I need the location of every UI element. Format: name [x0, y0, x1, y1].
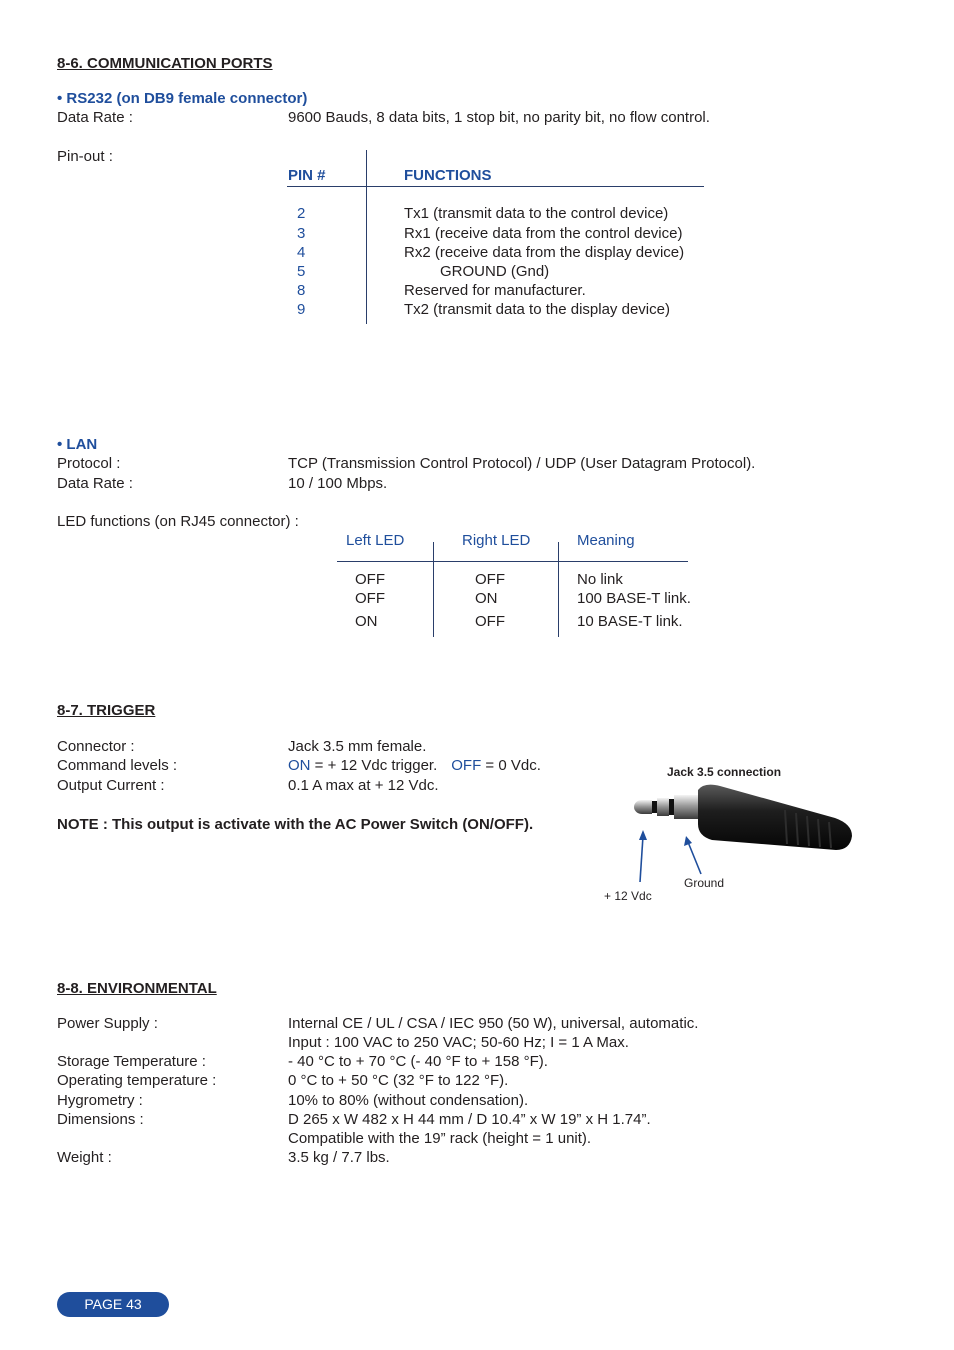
pin-number: 5	[297, 263, 306, 280]
pin-column-header: PIN #	[288, 167, 326, 184]
pin-number: 8	[297, 282, 306, 299]
left-led-column-header: Left LED	[346, 532, 405, 549]
on-description: = + 12 Vdc trigger.	[310, 757, 438, 774]
connector-value: Jack 3.5 mm female.	[288, 738, 427, 755]
lan-protocol-value: TCP (Transmission Control Protocol) / UDP (User Datagram Protocol).	[288, 455, 756, 472]
rs232-data-rate-value: 9600 Bauds, 8 data bits, 1 stop bit, no parity bit, no flow control.	[288, 109, 710, 126]
ground-arrow	[688, 842, 701, 874]
section-heading-environmental: 8-8. ENVIRONMENTAL	[57, 980, 217, 997]
pin-table-divider	[366, 150, 367, 324]
lan-protocol-label: Protocol :	[57, 455, 121, 472]
led-functions-label: LED functions (on RJ45 connector) :	[57, 513, 299, 530]
output-current-label: Output Current :	[57, 777, 165, 794]
led-meaning-value: 10 BASE-T link.	[577, 613, 683, 630]
on-keyword: ON	[288, 757, 311, 774]
pin-function: Tx1 (transmit data to the control device)	[404, 205, 669, 222]
lan-title: • LAN	[57, 436, 98, 453]
env-value: 0 °C to + 50 °C (32 °F to 122 °F).	[288, 1072, 509, 1089]
vdc-label: + 12 Vdc	[604, 889, 652, 903]
led-right-value: ON	[475, 590, 498, 607]
meaning-column-header: Meaning	[577, 532, 635, 549]
pinout-label: Pin-out :	[57, 148, 113, 165]
env-value: D 265 x W 482 x H 44 mm / D 10.4” x W 19” x H 1.74”.	[288, 1111, 651, 1128]
env-value: Internal CE / UL / CSA / IEC 950 (50 W), universal, automatic.	[288, 1015, 699, 1032]
led-table-divider-1	[433, 542, 434, 637]
functions-column-header: FUNCTIONS	[404, 167, 492, 184]
env-value: Compatible with the 19” rack (height = 1 unit).	[288, 1130, 592, 1147]
page-number-badge: PAGE 43	[57, 1292, 169, 1317]
rs232-title: • RS232 (on DB9 female connector)	[57, 90, 308, 107]
env-label: Storage Temperature :	[57, 1053, 206, 1070]
pin-number: 4	[297, 244, 306, 261]
pin-function: Reserved for manufacturer.	[404, 282, 586, 299]
ground-label: Ground	[684, 876, 725, 890]
jack-connector-illustration	[600, 780, 860, 890]
env-value: Input : 100 VAC to 250 VAC; 50-60 Hz; I = 1 A Max.	[288, 1034, 629, 1051]
off-description: = 0 Vdc.	[481, 757, 541, 774]
env-value: 3.5 kg / 7.7 lbs.	[288, 1149, 390, 1166]
pin-function: Tx2 (transmit data to the display device)	[404, 301, 670, 318]
env-label: Dimensions :	[57, 1111, 144, 1128]
env-label: Weight :	[57, 1149, 112, 1166]
rs232-data-rate-label: Data Rate :	[57, 109, 133, 126]
env-label: Hygrometry :	[57, 1092, 143, 1109]
off-keyword: OFF	[451, 757, 482, 774]
pin-function: GROUND (Gnd)	[440, 263, 550, 280]
led-right-value: OFF	[475, 571, 505, 588]
led-table-divider-2	[558, 542, 559, 637]
pin-number: 3	[297, 225, 306, 242]
env-label: Power Supply :	[57, 1015, 158, 1032]
pin-function: Rx1 (receive data from the control device)	[404, 225, 683, 242]
right-led-column-header: Right LED	[462, 532, 531, 549]
env-value: 10% to 80% (without condensation).	[288, 1092, 529, 1109]
pin-function: Rx2 (receive data from the display device)	[404, 244, 685, 261]
led-meaning-value: 100 BASE-T link.	[577, 590, 691, 607]
env-label: Operating temperature :	[57, 1072, 217, 1089]
command-levels-label: Command levels :	[57, 757, 178, 774]
env-value: - 40 °C to + 70 °C (- 40 °F to + 158 °F).	[288, 1053, 548, 1070]
pin-table-header-rule	[287, 186, 704, 187]
vdc-arrow	[640, 836, 643, 882]
lan-data-rate-value: 10 / 100 Mbps.	[288, 475, 388, 492]
jack-figure-title: Jack 3.5 connection	[667, 765, 782, 779]
led-left-value: ON	[355, 613, 378, 630]
pin-number: 9	[297, 301, 306, 318]
output-current-value: 0.1 A max at + 12 Vdc.	[288, 777, 439, 794]
led-left-value: OFF	[355, 590, 385, 607]
led-meaning-value: No link	[577, 571, 623, 588]
pin-number: 2	[297, 205, 306, 222]
section-heading-communication-ports: 8-6. COMMUNICATION PORTS	[57, 55, 273, 72]
led-table-header-rule	[337, 561, 688, 562]
section-heading-trigger: 8-7. TRIGGER	[57, 702, 156, 719]
command-levels-value	[288, 756, 541, 775]
trigger-note: NOTE : This output is activate with the AC Power Switch (ON/OFF).	[57, 816, 534, 833]
lan-data-rate-label: Data Rate :	[57, 475, 133, 492]
connector-label: Connector :	[57, 738, 135, 755]
led-left-value: OFF	[355, 571, 385, 588]
led-right-value: OFF	[475, 613, 505, 630]
